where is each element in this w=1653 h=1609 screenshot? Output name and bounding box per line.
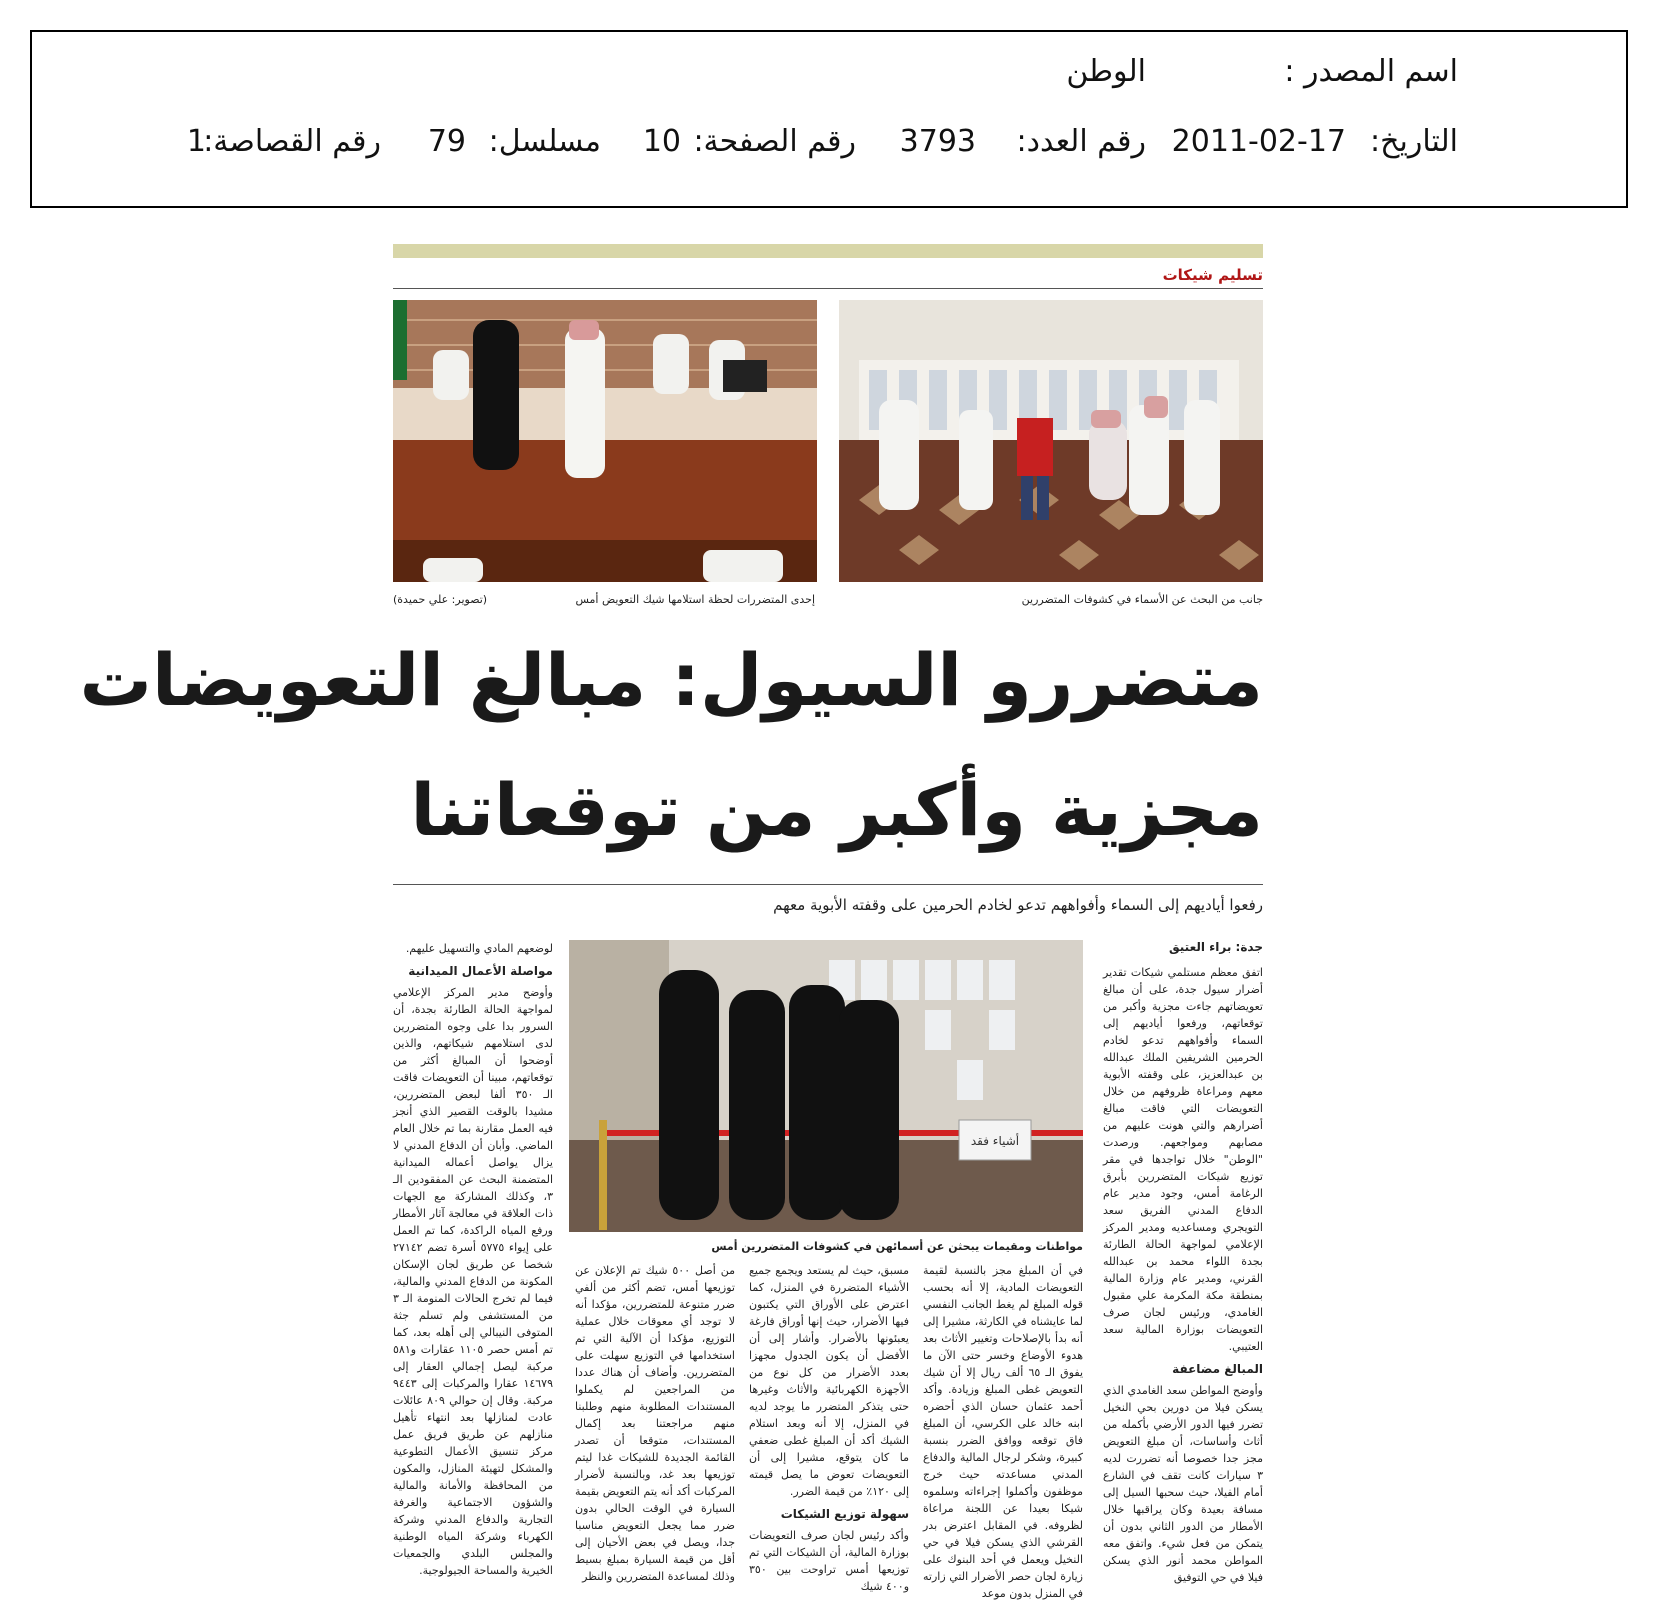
page-value: 10 (642, 124, 681, 159)
column-5-text-top: لوضعهم المادي والتسهيل عليهم. (405, 942, 553, 955)
column-1 (1103, 964, 1263, 1584)
photo-women (569, 940, 1083, 1232)
column-3 (749, 1262, 909, 1593)
section-rule (393, 288, 1263, 289)
caption-right: جانب من البحث عن الأسماء في كشوفات المتضررين (1021, 593, 1263, 606)
caption-center: مواطنات ومقيمات يبحثن عن أسمائهن في كشوفات المتضررين أمس (711, 1240, 1083, 1253)
date-value: 2011-02-17 (1171, 124, 1346, 159)
source-value: الوطن (1066, 54, 1146, 89)
serial-value: 79 (427, 124, 466, 159)
newspaper-clipping (79, 244, 1263, 1600)
column-2 (923, 1262, 1084, 1600)
photo-women-drawing (569, 940, 1083, 1232)
clip-value: 1 (186, 124, 206, 159)
column-1-text: اتفق معظم مستلمي شيكات تقدير أضرار سيول جدة، على أن مبالغ تعويضاتهم جاءت مجزية وأكبر من توقعاتهم، ورفعوا أياديهم إلى السماء وأفواههم تدعو لخادم الحرمين الشريفين الملك عبدالله بن عبدالعزيز، على وقفته الأبوية معهم ومراعاة ظروفهم من خلال التعويضات التي فاقت مبالغ أضرارهم والتي هونت عليهم من مصابهم ومواجعهم. ورصدت "الوطن" خلال تواجدها في مقر توزيع شيكات المتضررين بأبرق الرغامة أمس، وجود مدير عام الدفاع المدني الفريق سعد التويجري ومساعديه ومدير المركز الإعلامي لمواجهة الحالة الطارئة بجدة اللواء محمد بن عبدالله القرني، ومدير عام وزارة المالية بمنطقة مكة المكرمة علي مقبول الغامدي، ورئيس لجان صرف التعويضات بوزارة المالية سعد العتيبي. (1103, 966, 1263, 1353)
byline: جدة: براء العتيق (1168, 940, 1263, 954)
photo-lists-drawing (839, 300, 1263, 582)
date-label: التاريخ: (1370, 124, 1458, 159)
serial-label: مسلسل: (488, 124, 601, 159)
column-5-subhead: مواصلة الأعمال الميدانية (408, 964, 553, 978)
column-4-text: من أصل ٥٠٠ شيك تم الإعلان عن توزيعها أمس، تضم أكثر من ألفي ضرر متنوعة للمتضررين، مؤكدا أنه لا توجد أي معوقات خلال عملية التوزيع، مؤكدا أن الآلية التي تم استخدامها في التوزيع سهلت على المتضررين. وأضاف أن هناك عددا من المراجعين لم يكملوا المستندات المطلوبة منهم وطلبنا منهم مراجعتنا بعد إكمال المستندات، متوقعا أن تصدر القائمة الجديدة للشيكات غدا ليتم توزيعها بعد غد، وبالنسبة لأضرار المركبات أكد أنه يتم التعويض بقيمة السيارة في الوقت الحالي بدون ضرر مما يجعل التعويض مناسبا جدا، ويصل في بعض الأحيان إلى أقل من قيمة السيارة بمبلغ بسيط وذلك لمساعدة المتضررين والنظر (575, 1264, 735, 1583)
section-label: تسليم شيكات (1162, 266, 1263, 284)
issue-label: رقم العدد: (1016, 124, 1146, 159)
headline-rule (393, 884, 1263, 885)
column-1-subhead: المبالغ مضاعفة (1172, 1362, 1263, 1376)
photo-counter-drawing (393, 300, 817, 582)
subheadline: رفعوا أياديهم إلى السماء وأفواههم تدعو لخادم الحرمين على وقفته الأبوية معهم (773, 896, 1263, 914)
column-2-text: في أن المبلغ مجز بالنسبة لقيمة التعويضات المادية، إلا أنه بحسب قوله المبلغ لم يغط الجانب النفسي لما عايشناه في الكارثة، مشيرا إلى أنه بدأ بالإصلاحات وتغيير الأثاث بعد هدوء الأوضاع وخسر حتى الآن ما يفوق الـ ٦٥ ألف ريال إلا أن شيك التعويض غطى المبلغ وزيادة. وأكد أحمد عثمان حسان الذي أحضره ابنه خالد على الكرسي، أن المبلغ فاق توقعه ووافق الضرر بنسبة كبيرة، وشكر لرجال المالية والدفاع المدني مساعدته حيث خرج موظفون وأكملوا إجراءاته وسلموه شيكا بعيدا عن اللجنة مراعاة لظروفه. في المقابل اعترض بدر القرشي الذي يسكن فيلا في حي النخيل ويعمل في أحد البنوك على زيارة لجان حصر الأضرار التي زارته في المنزل بدون موعد (923, 1264, 1084, 1600)
issue-value: 3793 (899, 124, 976, 159)
headline-line-2: مجزية وأكبر من توقعاتنا (410, 768, 1263, 852)
column-3-text-2: وأكد رئيس لجان صرف التعويضات بوزارة المالية، أن الشيكات التي تم توزيعها أمس تراوحت بين ٣٥٠ و٤٠٠ شيك (749, 1529, 909, 1593)
photo-credit: (تصوير: علي حميدة) (393, 593, 488, 606)
column-4 (575, 1262, 735, 1583)
column-3-text: مسبق، حيث لم يستعد ويجمع جميع الأشياء المتضررة في المنزل، كما اعترض على الأوراق التي يكتبون فيها الأضرار، حيث إنها أوراق فارغة يعبئونها بالأضرار. وأشار إلى أن الأفضل أن يكون الجدول مجهزا بعدد الأضرار من كل نوع من الأجهزة الكهربائية والأثاث وغيرها حتى يتذكر المتضرر ما يوجد لديه في المنزل، إلا أنه وبعد استلام الشيك أكد أن المبلغ غطى ضعفي ما كان يتوقع، مشيرا إلى أن التعويضات تعوض ما يصل قيمته إلى ١٢٠٪ من قيمة الضرر. (749, 1264, 909, 1498)
clip-label: رقم القصاصة: (203, 124, 381, 159)
column-3-subhead: سهولة توزيع الشيكات (780, 1507, 909, 1521)
column-1-text-2: وأوضح المواطن سعد الغامدي الذي يسكن فيلا من دورين بحي النخيل تضرر فيها الدور الأرضي بأكمله من أثاث وأساسات، أن مبلغ التعويض مجز جدا خصوصا أنه تضررت لديه ٣ سيارات كانت تقف في الشارع أمام الفيلا، حيث سحبها السيل إلى مسافة بعيدة وكان يراقبها خلال الأمطار من الدور الثاني بدون أن يتمكن من فعل شيء. واتفق معه المواطن محمد أنور الذي يسكن فيلا في حي التوفيق (1103, 1384, 1263, 1584)
top-color-bar (393, 244, 1263, 258)
archive-header (30, 30, 1628, 208)
source-label: اسم المصدر : (1284, 54, 1458, 89)
photo-lists (839, 300, 1263, 582)
column-5 (393, 940, 553, 1577)
column-5-text: وأوضح مدير المركز الإعلامي لمواجهة الحالة الطارئة بجدة، أن السرور بدا على وجوه المتضررين لدى استلامهم شيكاتهم، والذين أوضحوا أن المبالغ أكثر من توقعاتهم، مبينا أن التعويضات فاقت الـ ٣٥٠ ألفا لبعض المتضررين، مشيدا بالوقت القصير الذي أنجز فيه العمل مقارنة بما تم خلال العام الماضي. وأبان أن الدفاع المدني لا يزال يواصل أعماله الميدانية المتضمنة البحث عن المفقودين الـ ٣، وكذلك المشاركة مع الجهات ذات العلاقة في معالجة آثار الأمطار ورفع المياه الراكدة، كما تم العمل على إيواء ٥٧٧٥ أسرة تضم ٢٧١٤٢ شخصا عن طريق لجان الإسكان المكونة من الدفاع المدني والمالية، فيما لم تخرج الحالات المنومة الـ ٣ من المستشفى ولم تسلم جثة المتوفى النيبالي إلى أهله بعد، كما تم أمس حصر ١١٠٥ عقارات و٥٨١ مركبة ليصل إجمالي العقار إلى ١٤٦٧٩ عقارا والمركبات إلى ٩٤٤٣ مركبة. وقال إن حوالي ٨٠٩ عائلات عادت لمنازلها بعد انتهاء تأهيل منازلهم عن طريق فريق عمل مركز تنسيق الأعمال التطوعية والمشكل لتهيئة المنازل، والمكون من المحافظة والأمانة والمالية والشؤون الاجتماعية والغرفة التجارية والدفاع المدني وشركة الكهرباء وشركة المياه الوطنية والمجلس البلدي والجمعيات الخيرية والمساحة الجيولوجية. (393, 986, 553, 1577)
page-label: رقم الصفحة: (693, 124, 856, 159)
caption-left: إحدى المتضررات لحظة استلامها شيك التعويض أمس (575, 593, 815, 606)
headline-line-1: متضررو السيول: مبالغ التعويضات (79, 638, 1263, 722)
photo-counter (393, 300, 817, 582)
lost-items-sign: أشياء فقد (970, 1134, 1020, 1148)
